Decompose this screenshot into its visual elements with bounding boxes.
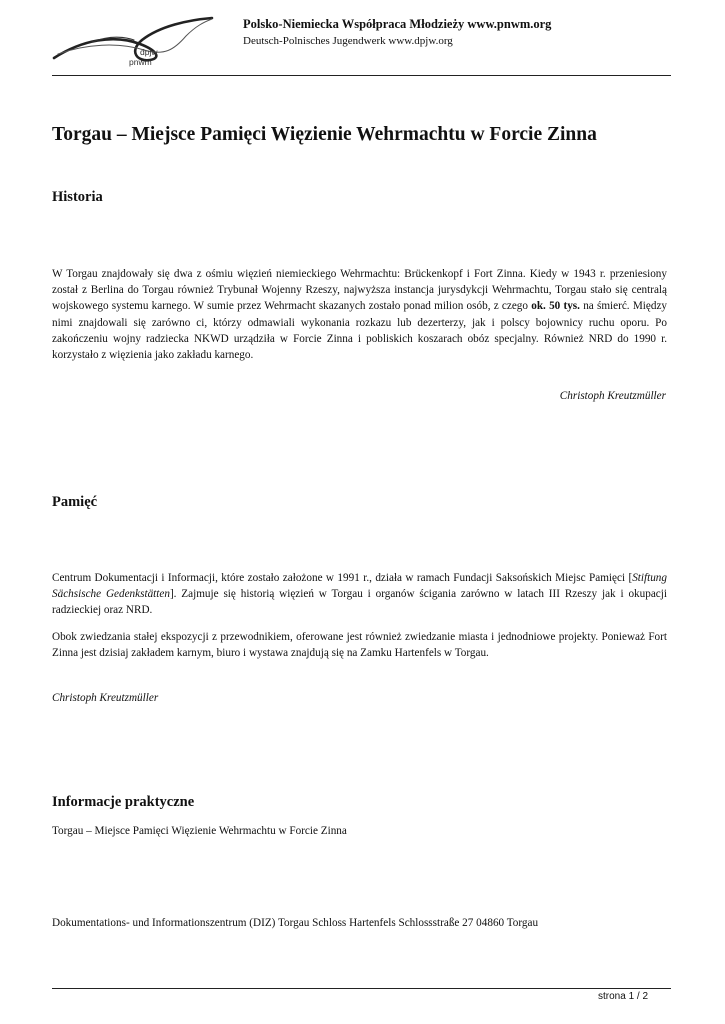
pamiec-paragraph-2: Obok zwiedzania stałej ekspozycji z przewodnikiem, oferowane jest również zwiedzanie miasta i jednodniowe projekty. Ponieważ Fort Zinna jest dzisiaj zakładem karnym, biuro i wystawa znajdują się na Zamku Hartenfels w Torgau. (52, 631, 667, 660)
section-heading-pamiec: Pamięć (52, 494, 98, 510)
header-organization-de: Deutsch-Polnisches Jugendwerk www.dpjw.org (243, 35, 453, 47)
info-address: Dokumentations- und Informationszentrum (DIZ) Torgau Schloss Hartenfels Schlossstraße 27 04860 Torgau (52, 917, 539, 929)
pamiec-signature: Christoph Kreutzmüller (52, 692, 159, 704)
section-heading-informacje: Informacje praktyczne (52, 794, 195, 810)
page-number: strona 1 / 2 (598, 991, 649, 1002)
historia-text-bold: ok. 50 tys. (531, 300, 580, 313)
logo-text-dpjw: dpjw (140, 47, 158, 57)
pamiec-p1-italic: Stiftung Sächsische Gedenkstätten (52, 572, 667, 601)
header-organization-pl: Polsko-Niemiecka Współpraca Młodzieży www.pnwm.org (243, 17, 552, 31)
section-heading-historia: Historia (52, 189, 103, 205)
footer-divider (52, 988, 671, 989)
pamiec-paragraph-1 (52, 570, 667, 619)
page-title: Torgau – Miejsce Pamięci Więzienie Wehrmachtu w Forcie Zinna (52, 124, 597, 145)
header-divider (52, 75, 671, 76)
logo-text-pnwm: pnwm (129, 57, 152, 67)
pamiec-p1-part2: ]. Zajmuje się historią więzień w Torgau i organów ścigania zarówno w latach III Rzeszy jak i okupacji radzieckiej oraz NRD. (52, 588, 667, 617)
info-line: Torgau – Miejsce Pamięci Więzienie Wehrmachtu w Forcie Zinna (52, 825, 347, 837)
pamiec-p1-part1: Centrum Dokumentacji i Informacji, które zostało założone w 1991 r., działa w ramach Fundacji Saksońskich Miejsc Pamięci [ (52, 572, 633, 584)
historia-text-part1: W Torgau znajdowały się dwa z ośmiu więzień niemieckiego Wehrmachtu: Brückenkopf i Fort Zinna. Kiedy w 1943 r. przeniesiony został z Berlina do Torgau również Trybunał Wojenny Rzeszy, najwyższa instancja jurysdykcji Wehrmachtu, Torgau stało się centralą wojskowego systemu karnego. W sumie przez Wehrmacht skazanych zostało ponad milion osób, z czego (52, 268, 667, 313)
historia-signature: Christoph Kreutzmüller (559, 390, 666, 402)
historia-text-part2: na śmierć. Między nimi znajdowali się zarówno ci, którzy odmawiali wykonania rozkazu lub dezerterzy, jak i polscy bojownicy ruchu oporu. Po zakończeniu wojny radziecka NKWD urządziła w Forcie Zinna i pobliskich koszarach obóz specjalny. Również NRD do 1990 r. korzystało z więzienia jako zakładu karnego. (52, 300, 668, 362)
historia-paragraph (52, 266, 667, 363)
